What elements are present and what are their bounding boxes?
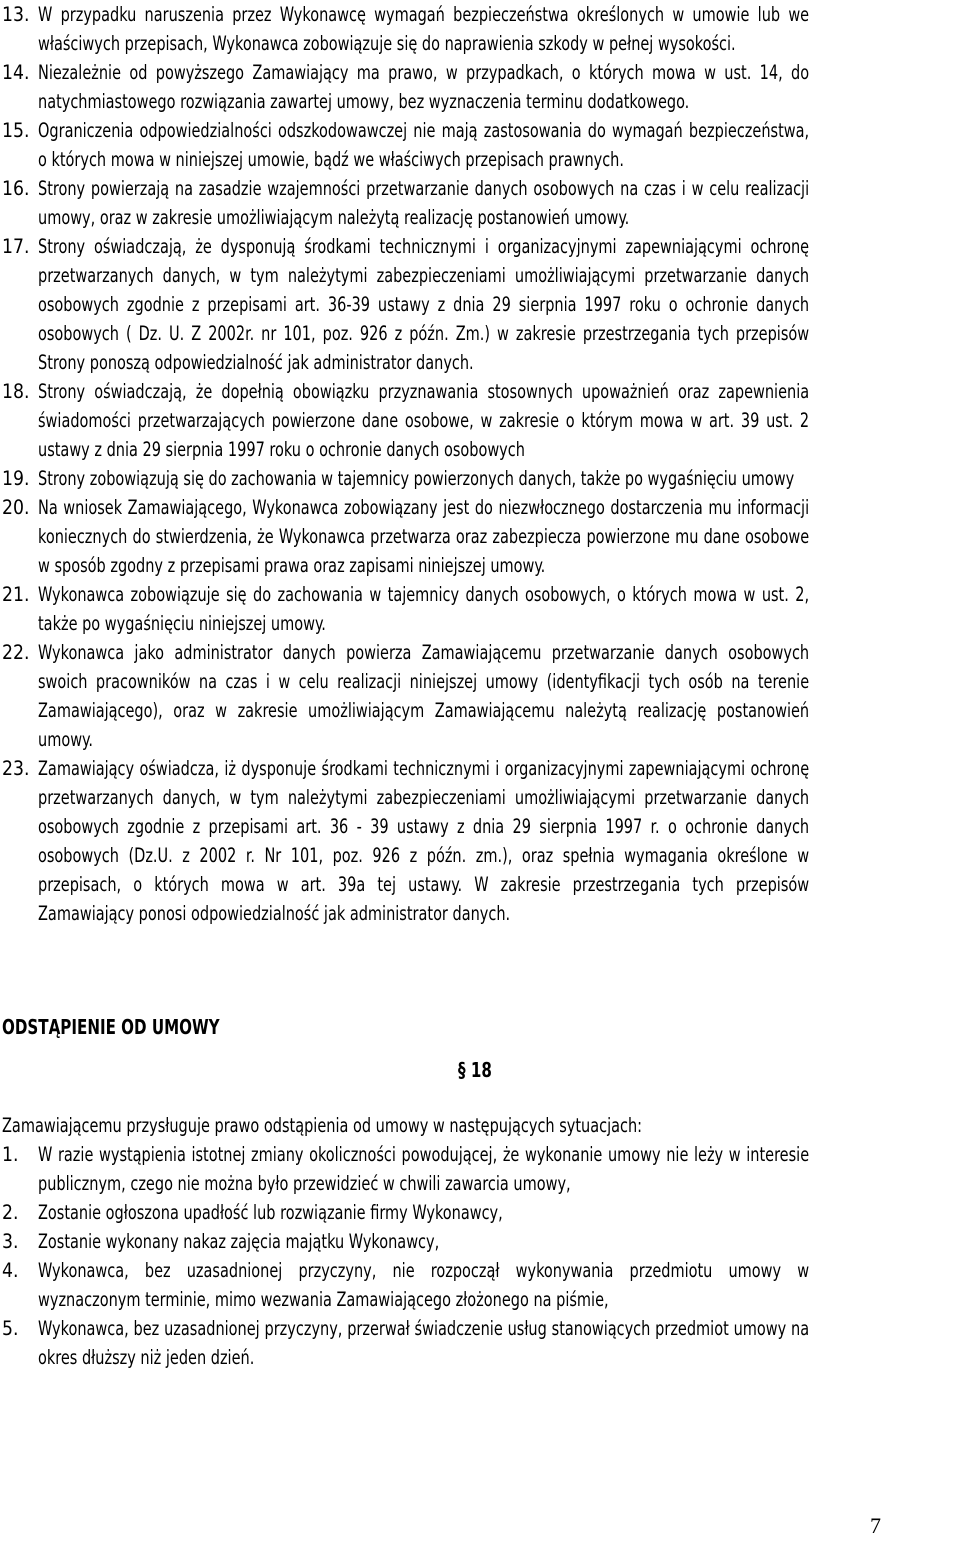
list-item-number: 1. [2,1143,19,1166]
clause-text: W przypadku naruszenia przez Wykonawcę wymagań bezpieczeństwa określonych w umowie lub we właściwych przepisach, Wykonawca zobowiązuje się do naprawienia szkody w pełnej wysokości. [38,3,810,55]
clause-text: Na wniosek Zamawiającego, Wykonawca zobowiązany jest do niezwłocznego dostarczenia mu informacji koniecznych do stwierdzenia, że Wykonawca przetwarza oraz zabezpiecza powierzone mu dane osobowe w sposób zgodny z przepisami prawa oraz zapisami niniejszej umowy. [38,496,810,577]
list-item-number: 2. [2,1201,19,1224]
clause-text: Strony zobowiązują się do zachowania w tajemnicy powierzonych danych, także po wygaśnięciu umowy [38,467,795,490]
clause-text: Wykonawca zobowiązuje się do zachowania w tajemnicy danych osobowych, o których mowa w ust. 2, także po wygaśnięciu niniejszej umowy. [38,583,810,635]
list-item [2,1140,956,1198]
clause-20 [2,493,956,580]
clause-text: Niezależnie od powyższego Zamawiający ma prawo, w przypadkach, o których mowa w ust. 14, do natychmiastowego rozwiązania zawartej umowy, bez wyznaczenia terminu dodatkowego. [38,61,810,113]
list-item-text: Wykonawca, bez uzasadnionej przyczyny, nie rozpoczął wykonywania przedmiotu umowy w wyznaczonym terminie, mimo wezwania Zamawiającego złożonego na piśmie, [38,1259,810,1311]
paragraph-mark: § 18 [458,1058,492,1082]
clause-21 [2,580,956,638]
clause-number: 21. [2,583,30,606]
list-item [2,1198,956,1227]
clause-number: 19. [2,467,30,490]
list-item-number: 5. [2,1317,19,1340]
clause-13 [2,0,956,58]
list-item [2,1314,956,1372]
clause-17 [2,232,956,377]
clause-text: Ograniczenia odpowiedzialności odszkodowawczej nie mają zastosowania do wymagań bezpieczeństwa, o których mowa w niniejszej umowie, bądź we właściwych przepisach prawnych. [38,119,810,171]
clause-text: Zamawiający oświadcza, iż dysponuje środkami technicznymi i organizacyjnymi zapewniającymi ochronę przetwarzanych danych, w tym należytymi zabezpieczeniami umożliwiającymi przetwarzanie danych osobowych zgodnie z przepisami art. 36 - 39 ustawy z dnia 29 sierpnia 1997 r. o ochronie danych osobowych (Dz.U. z 2002 r. Nr 101, poz. 926 z późn. zm.), oraz spełnia wymagania określone w przepisach, o których mowa w art. 39a tej ustawy. W zakresie przestrzegania tych przepisów Zamawiający ponosi odpowiedzialność jak administrator danych. [38,757,810,925]
list-item [2,1227,956,1256]
list-item [2,1256,956,1314]
section-intro: Zamawiającemu przysługuje prawo odstąpienia od umowy w następujących sytuacjach: [2,1114,643,1137]
clause-number: 20. [2,496,30,519]
clause-list [2,0,956,928]
clause-18 [2,377,956,464]
list-item-number: 4. [2,1259,19,1282]
list-item-number: 3. [2,1230,19,1253]
page-number: 7 [870,1513,881,1538]
clause-23 [2,754,956,928]
clause-number: 15. [2,119,30,142]
clause-number: 22. [2,641,30,664]
list-item-text: Zostanie ogłoszona upadłość lub rozwiązanie firmy Wykonawcy, [38,1201,503,1224]
clause-text: Wykonawca jako administrator danych powierza Zamawiającemu przetwarzanie danych osobowych swoich pracowników na czas i w celu realizacji niniejszej umowy (identyfikacji tych osób na terenie Zamawiającego), oraz w zakresie umożliwiającym Zamawiającemu należytą realizację postanowień umowy. [38,641,810,751]
clause-19 [2,464,956,493]
clause-22 [2,638,956,754]
withdrawal-list [2,1140,956,1372]
list-item-text: W razie wystąpienia istotnej zmiany okoliczności powodującej, że wykonanie umowy nie leży w interesie publicznym, czego nie można było przewidzieć w chwili zawarcia umowy, [38,1143,810,1195]
clause-number: 16. [2,177,30,200]
clause-15 [2,116,956,174]
list-item-text: Zostanie wykonany nakaz zajęcia majątku Wykonawcy, [38,1230,440,1253]
clause-number: 14. [2,61,30,84]
clause-text: Strony oświadczają, że dopełnią obowiązku przyznawania stosownych upoważnień oraz zapewnienia świadomości przetwarzających powierzone dane osobowe, w zakresie o którym mowa w art. 39 ust. 2 ustawy z dnia 29 sierpnia 1997 roku o ochronie danych osobowych [38,380,810,461]
section-heading: ODSTĄPIENIE OD UMOWY [2,1015,220,1039]
clause-text: Strony powierzają na zasadzie wzajemności przetwarzanie danych osobowych na czas i w celu realizacji umowy, oraz w zakresie umożliwiającym należytą realizację postanowień umowy. [38,177,810,229]
clause-number: 23. [2,757,30,780]
clause-14 [2,58,956,116]
clause-16 [2,174,956,232]
clause-number: 18. [2,380,30,403]
clause-number: 17. [2,235,30,258]
clause-number: 13. [2,3,30,26]
list-item-text: Wykonawca, bez uzasadnionej przyczyny, przerwał świadczenie usług stanowiących przedmiot umowy na okres dłuższy niż jeden dzień. [38,1317,810,1369]
clause-text: Strony oświadczają, że dysponują środkami technicznymi i organizacyjnymi zapewniającymi ochronę przetwarzanych danych, w tym należytymi zabezpieczeniami umożliwiającymi przetwarzanie danych osobowych zgodnie z przepisami art. 36-39 ustawy z dnia 29 sierpnia 1997 roku o ochronie danych osobowych ( Dz. U. Z 2002r. nr 101, poz. 926 z późn. Zm.) w zakresie przestrzegania tych przepisów Strony ponoszą odpowiedzialność jak administrator danych. [38,235,810,374]
